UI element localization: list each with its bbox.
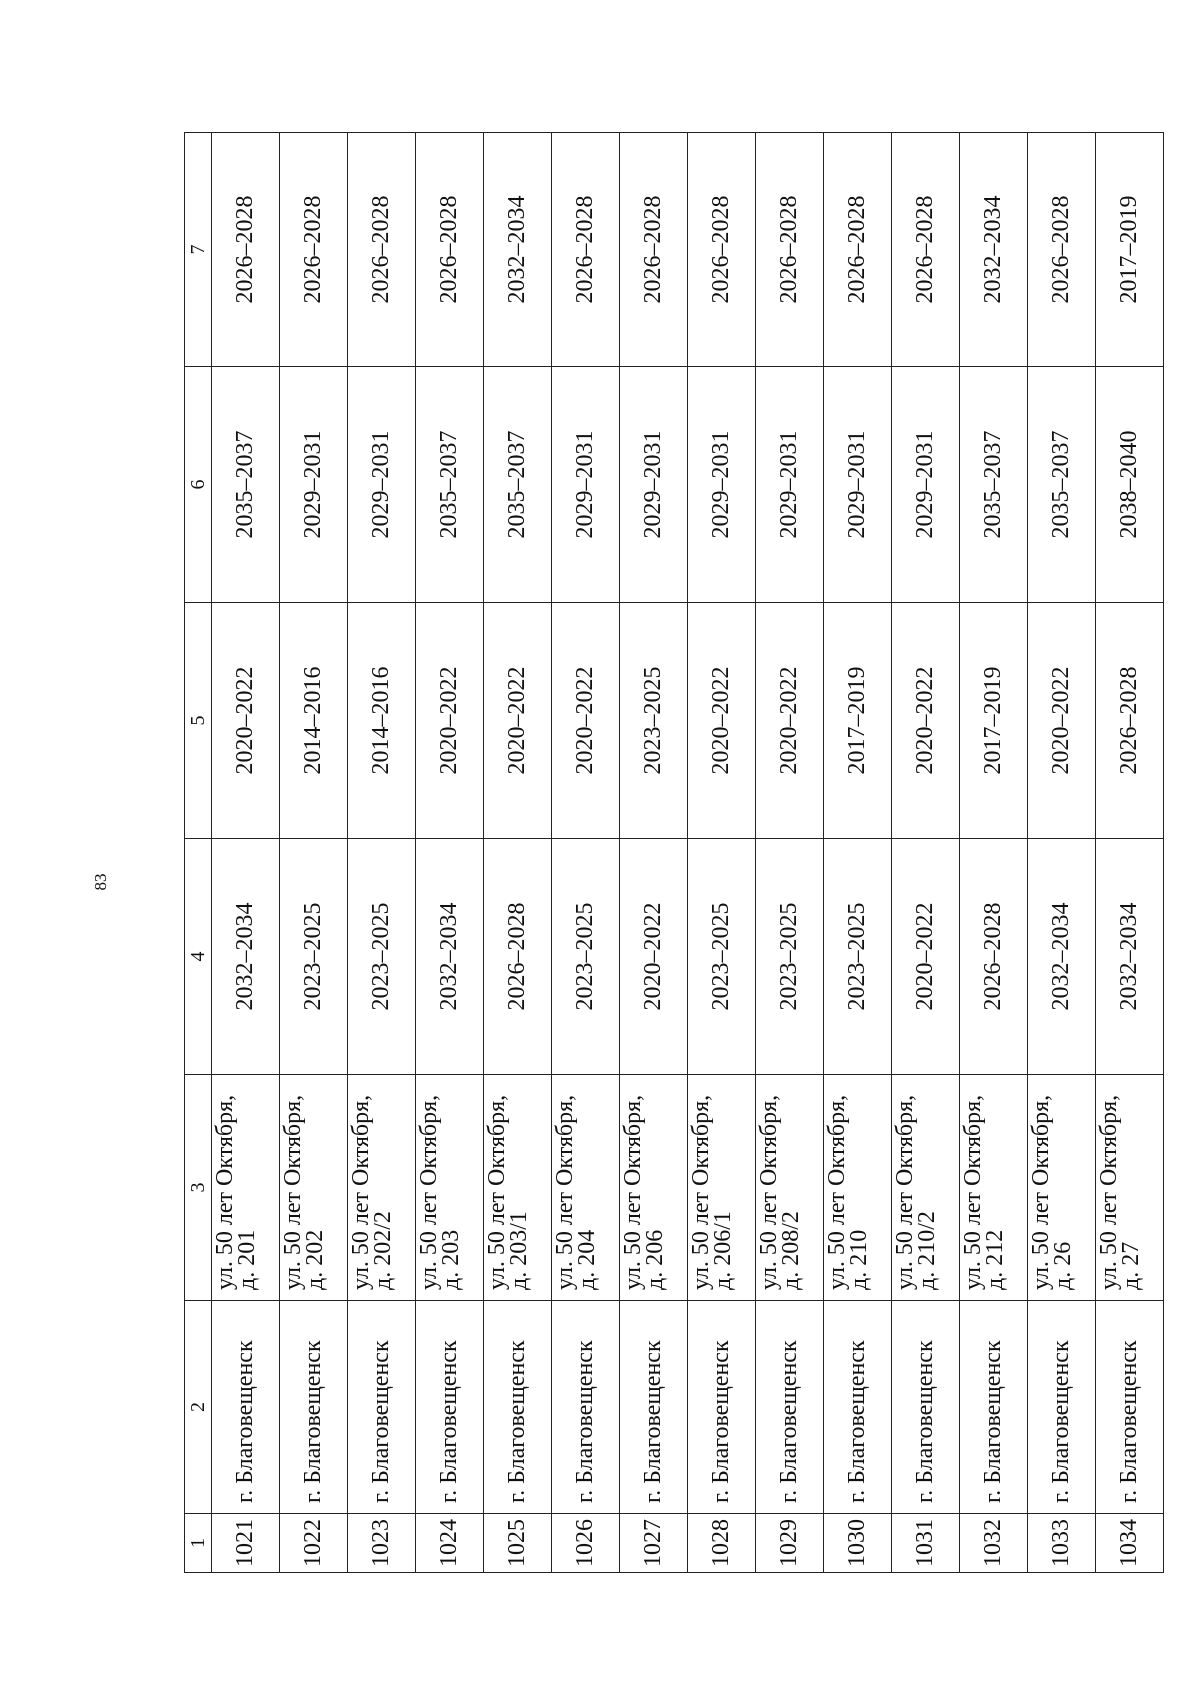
- period-col5-cell: 2020–2022: [1028, 603, 1096, 839]
- period-col7-cell: 2026–2028: [348, 133, 416, 367]
- table-row: [1028, 133, 1096, 1573]
- table-row: [892, 133, 960, 1573]
- city-cell: г. Благовещенск: [212, 1301, 280, 1514]
- column-header: 4: [185, 839, 212, 1075]
- period-col4-cell: 2023–2025: [552, 839, 620, 1075]
- city-cell: г. Благовещенск: [484, 1301, 552, 1514]
- header-row: [185, 133, 212, 1573]
- period-col7-cell: 2026–2028: [688, 133, 756, 367]
- table-row: [484, 133, 552, 1573]
- period-col6-cell: 2029–2031: [756, 367, 824, 603]
- city-cell: г. Благовещенск: [756, 1301, 824, 1514]
- address-line: д. 206/1: [710, 1211, 736, 1290]
- city-cell: г. Благовещенск: [1096, 1301, 1164, 1514]
- period-col6-cell: 2029–2031: [688, 367, 756, 603]
- period-col6-cell: 2035–2037: [960, 367, 1028, 603]
- table-row: [416, 133, 484, 1573]
- period-col4-cell: 2032–2034: [212, 839, 280, 1075]
- period-col5-cell: 2020–2022: [416, 603, 484, 839]
- address-line: д. 203/1: [506, 1211, 532, 1290]
- page-number: 83: [91, 873, 110, 891]
- address-cell: [620, 1075, 688, 1301]
- address-line: д. 204: [574, 1229, 600, 1290]
- city-cell: г. Благовещенск: [688, 1301, 756, 1514]
- address-line: д. 203: [438, 1229, 464, 1290]
- address-line: д. 201: [234, 1229, 260, 1290]
- period-col6-cell: 2029–2031: [280, 367, 348, 603]
- address-cell: [756, 1075, 824, 1301]
- period-col6-cell: 2035–2037: [416, 367, 484, 603]
- period-col7-cell: 2026–2028: [280, 133, 348, 367]
- period-col4-cell: 2032–2034: [416, 839, 484, 1075]
- address-line: д. 202/2: [370, 1211, 396, 1290]
- address-line: д. 27: [1118, 1241, 1144, 1290]
- address-cell: [280, 1075, 348, 1301]
- row-number-cell: 1026: [552, 1514, 620, 1573]
- table-row: [280, 133, 348, 1573]
- column-header: 7: [185, 133, 212, 367]
- city-cell: г. Благовещенск: [1028, 1301, 1096, 1514]
- address-cell: [212, 1075, 280, 1301]
- table-row: [960, 133, 1028, 1573]
- period-col5-cell: 2017–2019: [824, 603, 892, 839]
- period-col6-cell: 2029–2031: [348, 367, 416, 603]
- period-col5-cell: 2020–2022: [484, 603, 552, 839]
- address-line: ул. 50 лет Октября,: [212, 1094, 238, 1290]
- column-header: 5: [185, 603, 212, 839]
- column-header: 3: [185, 1075, 212, 1301]
- period-col4-cell: 2023–2025: [348, 839, 416, 1075]
- period-col5-cell: 2020–2022: [756, 603, 824, 839]
- table-row: [552, 133, 620, 1573]
- period-col4-cell: 2026–2028: [484, 839, 552, 1075]
- schedule-table: [184, 132, 1164, 1573]
- period-col4-cell: 2023–2025: [688, 839, 756, 1075]
- table-row: [756, 133, 824, 1573]
- period-col7-cell: 2026–2028: [416, 133, 484, 367]
- address-line: д. 210/2: [914, 1211, 940, 1290]
- period-col4-cell: 2032–2034: [1096, 839, 1164, 1075]
- row-number-cell: 1030: [824, 1514, 892, 1573]
- period-col4-cell: 2032–2034: [1028, 839, 1096, 1075]
- table-row: [688, 133, 756, 1573]
- address-line: ул. 50 лет Октября,: [620, 1094, 646, 1290]
- column-header: 6: [185, 367, 212, 603]
- period-col5-cell: 2017–2019: [960, 603, 1028, 839]
- period-col7-cell: 2026–2028: [756, 133, 824, 367]
- city-cell: г. Благовещенск: [552, 1301, 620, 1514]
- period-col7-cell: 2026–2028: [620, 133, 688, 367]
- address-line: ул. 50 лет Октября,: [960, 1094, 986, 1290]
- city-cell: г. Благовещенск: [824, 1301, 892, 1514]
- row-number-cell: 1031: [892, 1514, 960, 1573]
- period-col5-cell: 2020–2022: [212, 603, 280, 839]
- address-line: д. 206: [642, 1229, 668, 1290]
- period-col5-cell: 2020–2022: [552, 603, 620, 839]
- period-col6-cell: 2038–2040: [1096, 367, 1164, 603]
- row-number-cell: 1033: [1028, 1514, 1096, 1573]
- address-line: ул. 50 лет Октября,: [280, 1094, 306, 1290]
- address-cell: [416, 1075, 484, 1301]
- address-cell: [960, 1075, 1028, 1301]
- period-col6-cell: 2035–2037: [1028, 367, 1096, 603]
- address-line: ул. 50 лет Октября,: [892, 1094, 918, 1290]
- period-col4-cell: 2020–2022: [892, 839, 960, 1075]
- address-cell: [552, 1075, 620, 1301]
- period-col5-cell: 2020–2022: [892, 603, 960, 839]
- address-line: ул. 50 лет Октября,: [1096, 1094, 1122, 1290]
- period-col7-cell: 2026–2028: [824, 133, 892, 367]
- period-col5-cell: 2014–2016: [280, 603, 348, 839]
- period-col7-cell: 2032–2034: [484, 133, 552, 367]
- city-cell: г. Благовещенск: [892, 1301, 960, 1514]
- period-col7-cell: 2026–2028: [892, 133, 960, 367]
- address-line: д. 26: [1050, 1241, 1076, 1290]
- city-cell: г. Благовещенск: [280, 1301, 348, 1514]
- row-number-cell: 1028: [688, 1514, 756, 1573]
- address-line: ул. 50 лет Октября,: [1028, 1094, 1054, 1290]
- address-line: д. 210: [846, 1229, 872, 1290]
- row-number-cell: 1021: [212, 1514, 280, 1573]
- row-number-cell: 1024: [416, 1514, 484, 1573]
- address-cell: [1028, 1075, 1096, 1301]
- row-number-cell: 1022: [280, 1514, 348, 1573]
- period-col6-cell: 2029–2031: [620, 367, 688, 603]
- period-col4-cell: 2026–2028: [960, 839, 1028, 1075]
- row-number-cell: 1027: [620, 1514, 688, 1573]
- table-row: [212, 133, 280, 1573]
- rotated-table-container: [184, 133, 1144, 1573]
- address-cell: [688, 1075, 756, 1301]
- row-number-cell: 1029: [756, 1514, 824, 1573]
- row-number-cell: 1032: [960, 1514, 1028, 1573]
- period-col6-cell: 2029–2031: [824, 367, 892, 603]
- address-line: ул. 50 лет Октября,: [484, 1094, 510, 1290]
- period-col4-cell: 2023–2025: [824, 839, 892, 1075]
- city-cell: г. Благовещенск: [348, 1301, 416, 1514]
- column-header: 1: [185, 1514, 212, 1573]
- table-row: [1096, 133, 1164, 1573]
- address-line: ул. 50 лет Октября,: [416, 1094, 442, 1290]
- address-line: д. 208/2: [778, 1211, 804, 1290]
- address-cell: [1096, 1075, 1164, 1301]
- period-col6-cell: 2029–2031: [552, 367, 620, 603]
- period-col7-cell: 2026–2028: [552, 133, 620, 367]
- period-col5-cell: 2020–2022: [688, 603, 756, 839]
- table-row: [824, 133, 892, 1573]
- period-col6-cell: 2035–2037: [212, 367, 280, 603]
- period-col5-cell: 2014–2016: [348, 603, 416, 839]
- address-line: д. 202: [302, 1229, 328, 1290]
- address-line: д. 212: [982, 1229, 1008, 1290]
- period-col6-cell: 2029–2031: [892, 367, 960, 603]
- table-row: [348, 133, 416, 1573]
- address-cell: [824, 1075, 892, 1301]
- address-line: ул. 50 лет Октября,: [348, 1094, 374, 1290]
- period-col4-cell: 2020–2022: [620, 839, 688, 1075]
- address-line: ул. 50 лет Октября,: [824, 1094, 850, 1290]
- table-row: [620, 133, 688, 1573]
- column-header: 2: [185, 1301, 212, 1514]
- address-cell: [348, 1075, 416, 1301]
- table-body: [185, 133, 1164, 1573]
- period-col4-cell: 2023–2025: [756, 839, 824, 1075]
- row-number-cell: 1025: [484, 1514, 552, 1573]
- period-col4-cell: 2023–2025: [280, 839, 348, 1075]
- row-number-cell: 1034: [1096, 1514, 1164, 1573]
- period-col6-cell: 2035–2037: [484, 367, 552, 603]
- period-col5-cell: 2026–2028: [1096, 603, 1164, 839]
- address-line: ул. 50 лет Октября,: [688, 1094, 714, 1290]
- period-col7-cell: 2026–2028: [212, 133, 280, 367]
- row-number-cell: 1023: [348, 1514, 416, 1573]
- period-col7-cell: 2017–2019: [1096, 133, 1164, 367]
- address-line: ул. 50 лет Октября,: [552, 1094, 578, 1290]
- period-col7-cell: 2032–2034: [960, 133, 1028, 367]
- address-cell: [484, 1075, 552, 1301]
- city-cell: г. Благовещенск: [620, 1301, 688, 1514]
- city-cell: г. Благовещенск: [416, 1301, 484, 1514]
- city-cell: г. Благовещенск: [960, 1301, 1028, 1514]
- address-line: ул. 50 лет Октября,: [756, 1094, 782, 1290]
- period-col5-cell: 2023–2025: [620, 603, 688, 839]
- address-cell: [892, 1075, 960, 1301]
- period-col7-cell: 2026–2028: [1028, 133, 1096, 367]
